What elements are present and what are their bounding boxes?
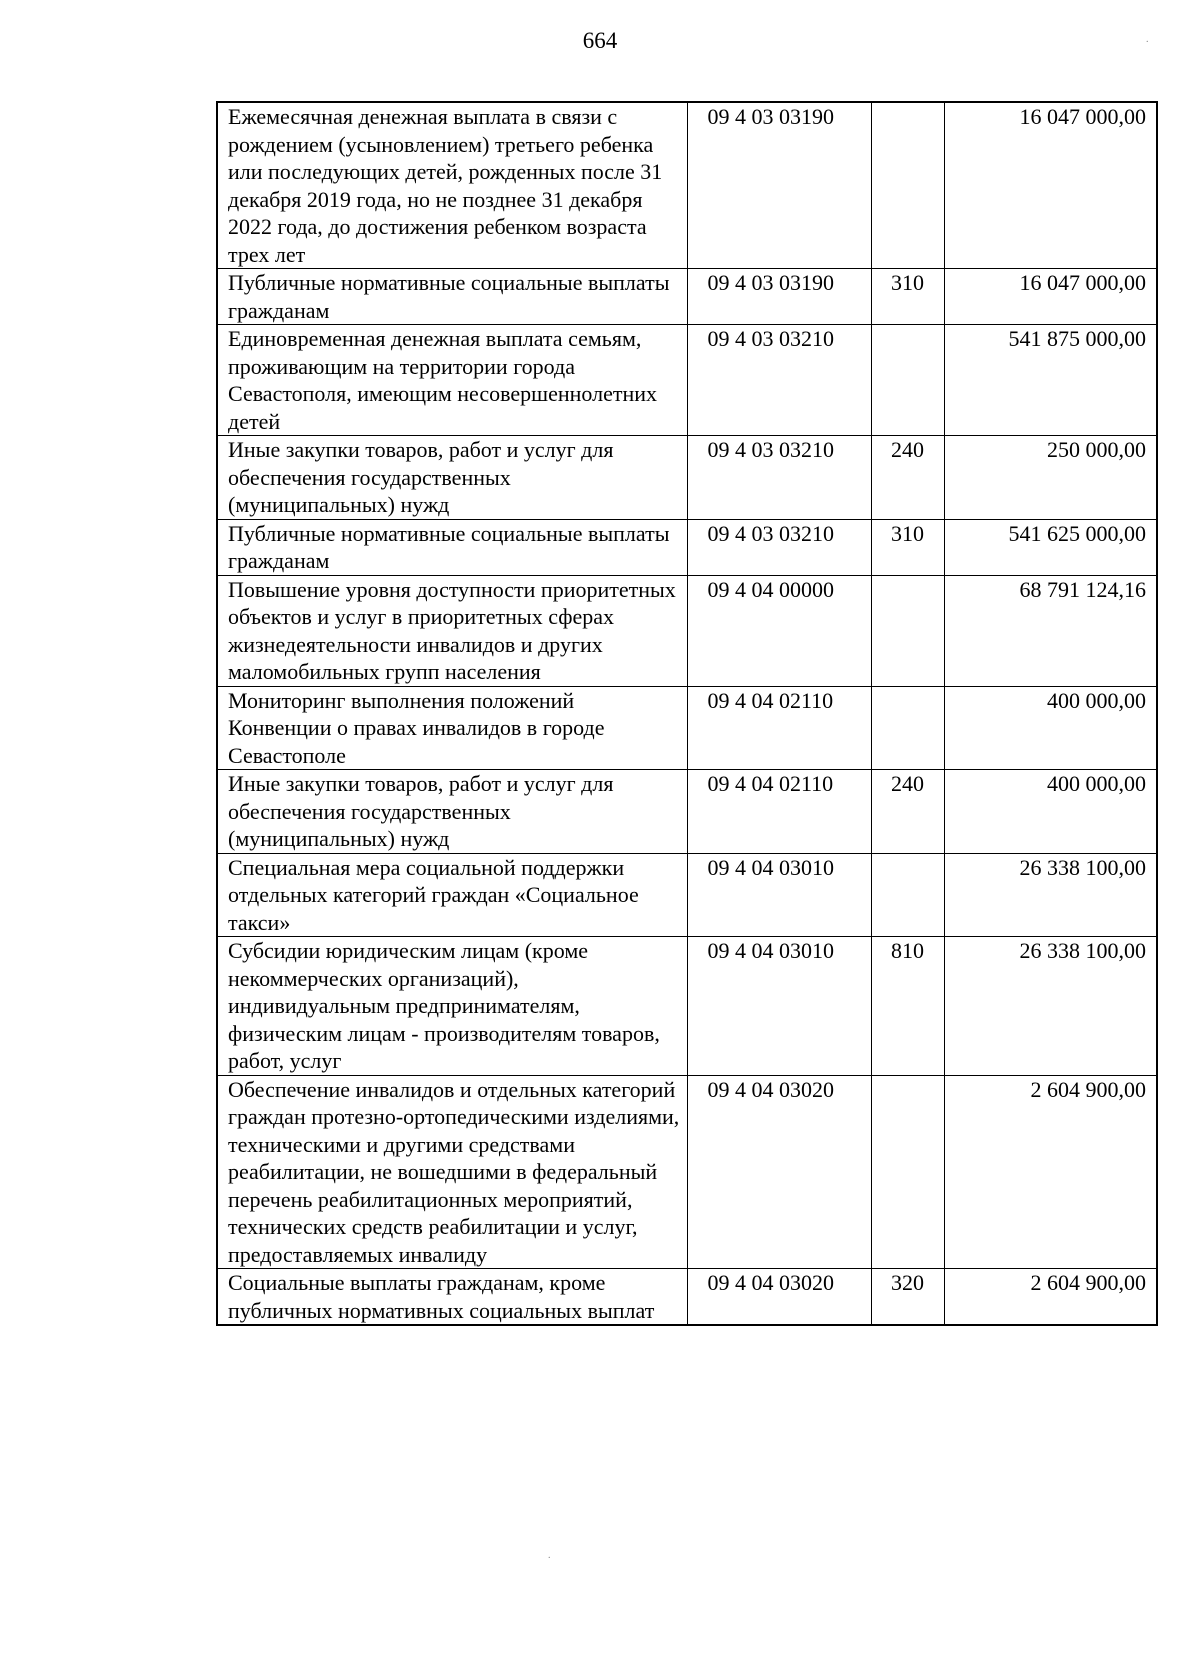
target-item-code: 09 4 03 03190 [687,269,871,325]
table-row [217,853,1157,937]
target-item-code: 09 4 04 03020 [687,1269,871,1326]
target-item-code: 09 4 03 03190 [687,102,871,269]
expenditure-type-code: 240 [871,436,944,520]
target-item-code: 09 4 04 02110 [687,770,871,854]
amount: 26 338 100,00 [944,937,1157,1076]
amount: 26 338 100,00 [944,853,1157,937]
amount: 400 000,00 [944,686,1157,770]
amount: 16 047 000,00 [944,269,1157,325]
row-name: Ежемесячная денежная выплата в связи с рождением (усыновлением) третьего ребенка или последующих детей, рожденных после 31 декабря 2019 года, но не позднее 31 декабря 2022 года, до достижения ребенком возраста трех лет [217,102,687,269]
table-row [217,575,1157,686]
scan-speck: . [1146,34,1149,45]
target-item-code: 09 4 04 03010 [687,853,871,937]
target-item-code: 09 4 04 03020 [687,1075,871,1269]
target-item-code: 09 4 03 03210 [687,519,871,575]
amount: 68 791 124,16 [944,575,1157,686]
row-name: Публичные нормативные социальные выплаты гражданам [217,269,687,325]
table-row [217,519,1157,575]
expenditure-type-code [871,575,944,686]
expenditure-type-code [871,853,944,937]
row-name: Обеспечение инвалидов и отдельных категорий граждан протезно-ортопедическими изделиями, техническими и другими средствами реабилитации, не вошедшими в федеральный перечень реабилитационных мероприятий, технических средств реабилитации и услуг, предоставляемых инвалиду [217,1075,687,1269]
table-row [217,325,1157,436]
target-item-code: 09 4 04 03010 [687,937,871,1076]
table-row [217,102,1157,269]
expenditure-type-code: 240 [871,770,944,854]
scan-speck: . [548,1550,551,1561]
row-name: Повышение уровня доступности приоритетных объектов и услуг в приоритетных сферах жизнедеятельности инвалидов и других маломобильных групп населения [217,575,687,686]
row-name: Специальная мера социальной поддержки отдельных категорий граждан «Социальное такси» [217,853,687,937]
table-row [217,937,1157,1076]
budget-table [216,101,1158,1326]
row-name: Публичные нормативные социальные выплаты гражданам [217,519,687,575]
page-number: 664 [582,28,618,53]
amount: 541 625 000,00 [944,519,1157,575]
expenditure-type-code: 320 [871,1269,944,1326]
amount: 400 000,00 [944,770,1157,854]
expenditure-type-code [871,1075,944,1269]
table-row [217,770,1157,854]
table-row [217,436,1157,520]
expenditure-type-code [871,686,944,770]
target-item-code: 09 4 03 03210 [687,325,871,436]
row-name: Социальные выплаты гражданам, кроме публичных нормативных социальных выплат [217,1269,687,1326]
amount: 2 604 900,00 [944,1075,1157,1269]
table-row [217,1075,1157,1269]
target-item-code: 09 4 03 03210 [687,436,871,520]
row-name: Единовременная денежная выплата семьям, проживающим на территории города Севастополя, имеющим несовершеннолетних детей [217,325,687,436]
expenditure-type-code [871,102,944,269]
row-name: Иные закупки товаров, работ и услуг для обеспечения государственных (муниципальных) нужд [217,770,687,854]
table-row [217,1269,1157,1326]
expenditure-type-code: 310 [871,519,944,575]
amount: 16 047 000,00 [944,102,1157,269]
amount: 541 875 000,00 [944,325,1157,436]
amount: 2 604 900,00 [944,1269,1157,1326]
target-item-code: 09 4 04 02110 [687,686,871,770]
row-name: Иные закупки товаров, работ и услуг для обеспечения государственных (муниципальных) нужд [217,436,687,520]
row-name: Мониторинг выполнения положений Конвенции о правах инвалидов в городе Севастополе [217,686,687,770]
target-item-code: 09 4 04 00000 [687,575,871,686]
row-name: Субсидии юридическим лицам (кроме некоммерческих организаций), индивидуальным предпринимателям, физическим лицам - производителям товаров, работ, услуг [217,937,687,1076]
table-row [217,269,1157,325]
table-row [217,686,1157,770]
amount: 250 000,00 [944,436,1157,520]
expenditure-type-code: 310 [871,269,944,325]
expenditure-type-code [871,325,944,436]
budget-table-body [217,102,1157,1325]
expenditure-type-code: 810 [871,937,944,1076]
